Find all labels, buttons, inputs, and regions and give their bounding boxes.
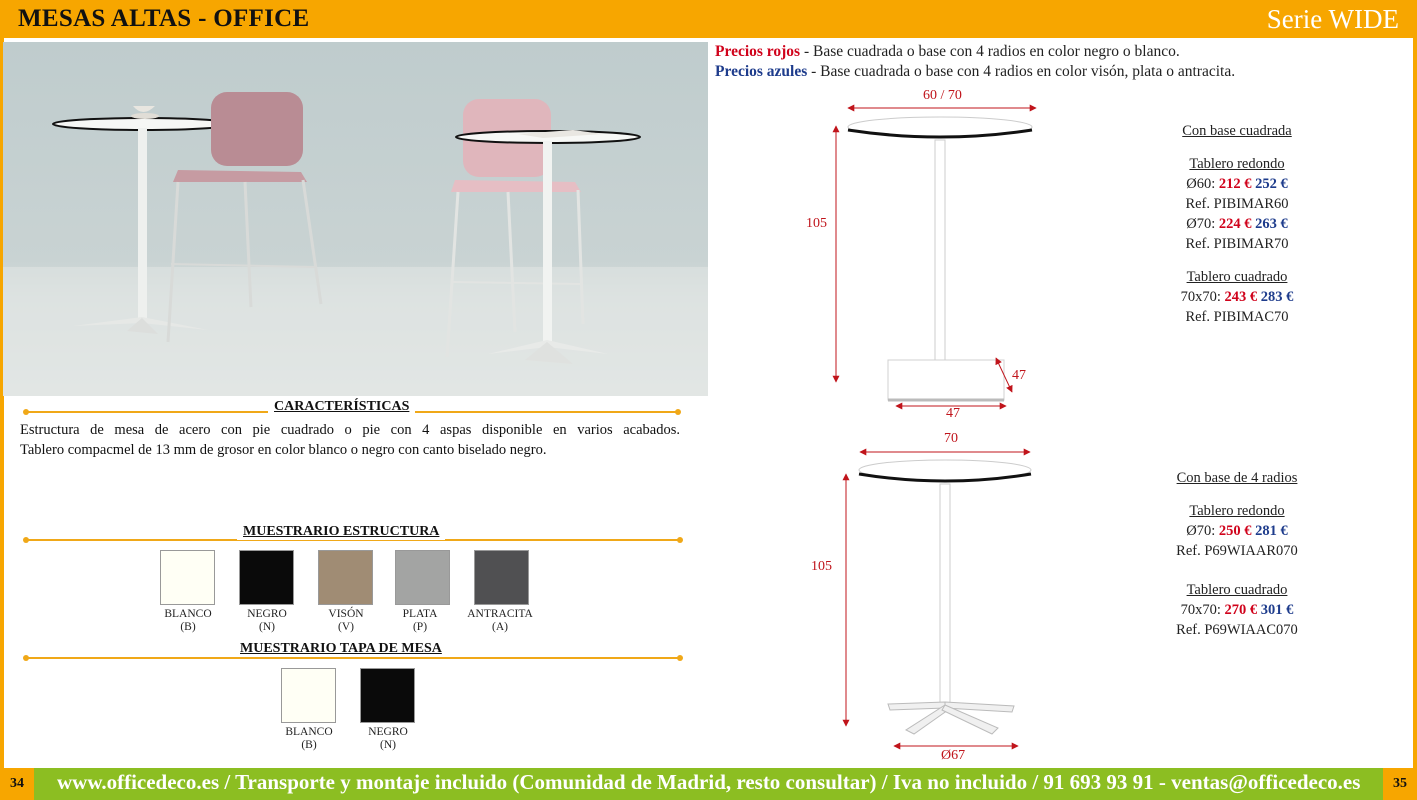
page-title: MESAS ALTAS - OFFICE: [18, 5, 310, 32]
swatch-plata: [395, 550, 450, 605]
ref-p69wiaar070: Ref. P69WIAAR070: [1176, 543, 1298, 559]
caracteristicas-line-1: Estructura de mesa de acero con pie cuadrado o pie con 4 aspas disponible en varios acabados.: [20, 422, 680, 438]
estructura-title: MUESTRARIO ESTRUCTURA: [237, 524, 445, 540]
price-pibimac70: 70x70: 243 € 283 €: [1180, 289, 1294, 305]
swatch-label-plata: PLATA (P): [402, 608, 438, 633]
swatch-label-vison: VISÓN (V): [328, 608, 364, 633]
spec-radios-redondo-title: Tablero redondo: [1189, 503, 1285, 519]
swatch-label-negro: NEGRO (N): [247, 608, 287, 633]
tapa-rule: [26, 657, 680, 659]
swatch-label-blanco: BLANCO (B): [164, 608, 212, 633]
dim-top-base-width: 47: [946, 406, 960, 421]
ref-p69wiaac070: Ref. P69WIAAC070: [1176, 622, 1298, 638]
dim-top-width: 60 / 70: [923, 88, 962, 103]
spec-cuadrada-cuadrado-title: Tablero cuadrado: [1186, 269, 1288, 285]
spec-base-cuadrada: [1137, 121, 1337, 327]
footer-bar: [0, 768, 1417, 800]
technical-drawings: [790, 90, 1080, 760]
price-p69wiaar070: Ø70: 250 € 281 €: [1186, 523, 1288, 539]
page-number-left: 34: [0, 768, 34, 800]
swatch-blanco: [160, 550, 215, 605]
price-pibimar70: Ø70: 224 € 263 €: [1186, 216, 1288, 232]
precios-azules-note: Precios azules - Base cuadrada o base con 4 radios en color visón, plata o antracita.: [715, 63, 1236, 80]
tapa-title: MUESTRARIO TAPA DE MESA: [234, 641, 448, 657]
dim-bottom-width: 70: [944, 431, 958, 446]
swatch-label-antracita: ANTRACITA (A): [467, 608, 533, 633]
swatch-vison: [318, 550, 373, 605]
header-bar: [0, 0, 1417, 38]
caracteristicas-text: [20, 420, 680, 460]
tapa-swatch-blanco: [281, 668, 336, 723]
spec-base-radios-title: Con base de 4 radios: [1176, 470, 1298, 486]
dim-bottom-base: Ø67: [941, 748, 966, 763]
photo-illustration: [3, 42, 708, 396]
spec-radios-cuadrado-title: Tablero cuadrado: [1186, 582, 1288, 598]
caracteristicas-title: CARACTERÍSTICAS: [268, 399, 415, 415]
tapa-swatch-negro: [360, 668, 415, 723]
product-photo: [3, 42, 708, 396]
dim-top-height: 105: [806, 216, 827, 231]
page-number-right: 35: [1383, 768, 1417, 800]
ref-pibimar70: Ref. PIBIMAR70: [1185, 236, 1289, 252]
spec-cuadrada-redondo-title: Tablero redondo: [1189, 156, 1285, 172]
tapa-label-negro: NEGRO (N): [368, 726, 408, 751]
tapa-label-blanco: BLANCO (B): [285, 726, 333, 751]
price-p69wiaac070: 70x70: 270 € 301 €: [1180, 602, 1294, 618]
swatch-negro: [239, 550, 294, 605]
caracteristicas-line-2: Tablero compacmel de 13 mm de grosor en color blanco o negro con canto biselado negro.: [20, 442, 547, 458]
price-pibimar60: Ø60: 212 € 252 €: [1186, 176, 1288, 192]
footer-text: www.officedeco.es / Transporte y montaje incluido (Comunidad de Madrid, resto consultar) / Iva no incluido / 91 693 93 91 - ventas@officedeco.es: [57, 770, 1361, 794]
spec-base-cuadrada-title: Con base cuadrada: [1182, 123, 1292, 139]
spec-base-radios: [1137, 468, 1337, 640]
dim-bottom-height: 105: [811, 559, 832, 574]
ref-pibimar60: Ref. PIBIMAR60: [1185, 196, 1289, 212]
dim-top-base-depth: 47: [1012, 368, 1026, 383]
precios-rojos-note: Precios rojos - Base cuadrada o base con 4 radios en color negro o blanco.: [715, 43, 1180, 60]
ref-pibimac70: Ref. PIBIMAC70: [1185, 309, 1289, 325]
right-border: [1413, 38, 1417, 768]
swatch-antracita: [474, 550, 529, 605]
series-title: Serie WIDE: [1266, 4, 1399, 34]
